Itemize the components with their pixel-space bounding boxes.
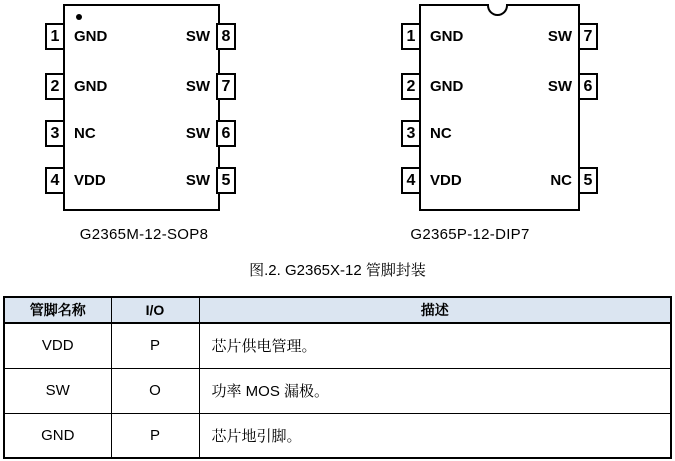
cell-pin-name: GND [4,413,111,458]
pin-number: 1 [50,27,60,45]
table-row [4,368,671,413]
pin-number: 4 [406,171,416,189]
pin-number: 6 [221,124,231,142]
header-description: 描述 [199,297,671,323]
figure-caption: 图.2. G2365X-12 管脚封装 [249,262,426,279]
cell-description: 芯片供电管理。 [199,323,671,368]
cell-description: 功率 MOS 漏极。 [199,368,671,413]
pin-number: 3 [406,124,416,142]
cell-io: P [111,413,199,458]
pin-number: 5 [221,171,231,189]
package-diagram-sop8 [45,4,236,213]
package-label-sop8: G2365M-12-SOP8 [79,226,209,243]
cell-pin-name: SW [4,368,111,413]
cell-io: P [111,323,199,368]
pin-label: SW [185,125,210,142]
pin-number: 8 [221,27,231,45]
table-header-row [4,297,671,323]
pin-number-box [216,23,236,50]
pin-number-box [45,120,65,147]
pin-label: SW [547,28,572,45]
pin-number-box [401,167,421,194]
pin-number-box [401,23,421,50]
pin-label: GND [74,78,108,95]
pin-label: SW [185,172,210,189]
pin-description-table [3,296,672,459]
pin-number: 6 [583,77,593,95]
pin-number-box [45,73,65,100]
pin-number-box [216,167,236,194]
table-row [4,413,671,458]
package-diagram-dip7 [401,4,598,213]
package-label-dip7: G2365P-12-DIP7 [410,226,530,243]
cell-pin-name: VDD [4,323,111,368]
pin-number-box [401,120,421,147]
pin-number-box [216,73,236,100]
pin-number: 2 [406,77,416,95]
pin-number: 5 [583,171,593,189]
pin-number-box [45,23,65,50]
pin-label: SW [185,78,210,95]
pin-number: 3 [50,124,60,142]
pin-number-box [578,73,598,100]
pin-label: NC [430,125,452,142]
pin-number: 1 [406,27,416,45]
pin-label: VDD [430,172,462,189]
pin-label: GND [430,78,464,95]
pin-label: SW [547,78,572,95]
pin-number: 7 [221,77,231,95]
cell-description: 芯片地引脚。 [199,413,671,458]
header-pin-name: 管脚名称 [4,297,111,323]
pin-number-box [578,167,598,194]
pin1-orientation-dot-icon [76,14,82,20]
pin-label: GND [74,28,108,45]
pin-label: GND [430,28,464,45]
pin-number-box [45,167,65,194]
cell-io: O [111,368,199,413]
pin-number-box [401,73,421,100]
pin-number: 7 [583,27,593,45]
pin-label: SW [185,28,210,45]
pin-number-box [216,120,236,147]
pin-label: NC [550,172,572,189]
pin-label: VDD [74,172,106,189]
pin-number: 2 [50,77,60,95]
pin-label: NC [74,125,96,142]
pin-number-box [578,23,598,50]
pin-number: 4 [50,171,60,189]
header-io: I/O [111,297,199,323]
table-row [4,323,671,368]
